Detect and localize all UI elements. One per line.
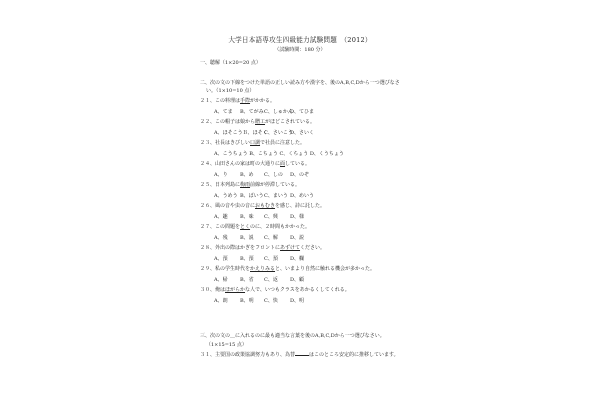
question-28 [200,245,325,251]
answer-option[interactable]: A、預 [214,256,228,262]
question-text: 前線が停滞している。 [250,182,301,188]
underlined-word: 贈工 [255,119,266,125]
answer-option[interactable]: A、朗 [214,298,228,304]
exam-time: （試験時間：180 分） [274,47,326,53]
underlined-word: 手際 [240,98,251,104]
question-text: と、いまより自然に触れる機会が多かった。 [275,266,376,272]
answer-option[interactable]: B、預 [240,256,254,262]
answer-option[interactable]: B、省 [240,277,254,283]
question-text: で社員に注意した。 [260,140,306,146]
answer-option[interactable]: B、め [240,172,254,178]
question-29 [200,266,375,272]
answer-option[interactable]: B、てがみ [240,109,264,115]
question-text: ２２、この帽子は娘から [200,119,256,125]
section1-heading: 一、聴解（1×20=20 点） [200,60,261,66]
question-31 [200,350,399,358]
section2-instruction-1: 二、次の文の下線をつけた単語の正しい読み方や漢字を、後のA,B,C,Dから一つ選びなさ [200,80,400,86]
answer-option[interactable]: A、ほそこうＢ、ほそく [214,130,268,136]
question-31-pre: ３１、主要国の政策協調努力もあり、為替 [200,352,296,358]
answer-option[interactable]: B、味 [240,214,254,220]
question-text: ２４、山田さんの家は町の大通りに [200,161,281,167]
answer-option[interactable]: A、てま [214,109,233,115]
answer-option[interactable]: C、快 [264,298,278,304]
question-text: している。 [285,161,311,167]
question-text: を感じ、詩に託した。 [275,203,326,209]
answer-option[interactable]: A、うめう [214,193,238,199]
question-31-post: はこのところ安定的に推移しています。 [309,352,399,358]
question-text: がほどこされている。 [265,119,316,125]
answer-option[interactable]: A、こうちょう B、こちょう C、くちょう D、くうちょう [214,151,344,157]
question-22 [200,119,315,125]
answer-option[interactable]: D、のぞ [290,172,310,178]
question-text: ２９、私の学生時代を [200,266,251,272]
question-30 [200,287,350,293]
underlined-word: あずけて [280,245,301,251]
question-26 [200,203,325,209]
question-text: ください。 [300,245,326,251]
answer-option[interactable]: C、興 [264,214,278,220]
question-24 [200,161,310,167]
question-text: ２７、この問題を [200,224,241,230]
question-text: ３０、俺は [200,287,226,293]
question-text: ２５、日本列島に [200,182,241,188]
answer-option[interactable]: D、欄 [290,256,305,262]
section3-instruction-1: 三、次の文の＿に入れるのに最も適当な言葉を後のA,B,C,Dから一つ選びなさい。 [200,333,385,339]
question-23 [200,140,305,146]
answer-option[interactable]: C、さいこう [264,130,293,136]
answer-option[interactable]: B、ばいう [240,193,264,199]
answer-option[interactable]: C、まいう [264,193,288,199]
answer-blank [295,350,309,356]
answer-option[interactable]: A、残 [214,235,228,241]
question-text: な人で、いつもクラスをあかるくしてくれる。 [245,287,350,293]
answer-option[interactable]: B、説 [240,235,254,241]
question-text: のに、２時間もかかった。 [250,224,311,230]
underlined-word: ほがらか [225,287,246,293]
answer-option[interactable]: D、明 [290,298,305,304]
question-text: ２８、外出の際はかぎをフロントに [200,245,281,251]
underlined-word: かえりみる [250,266,276,272]
exam-title: 大学日本語専攻生四級能力試験問題 （2012） [228,36,372,44]
underlined-word: 面 [280,161,286,167]
underlined-word: 梅雨 [240,182,251,188]
underlined-word: おもむき [255,203,276,209]
question-text: ２６、風の音や虫の音に [200,203,256,209]
underlined-word: 口調 [250,140,261,146]
answer-option[interactable]: A、趣 [214,214,228,220]
answer-option[interactable]: D、様 [290,214,305,220]
question-25 [200,182,300,188]
question-text: ２３、社長はきびしい [200,140,251,146]
answer-option[interactable]: D、めいう [290,193,315,199]
question-21 [200,98,275,104]
section3-instruction-2: （1×15=15 点） [206,342,247,348]
answer-option[interactable]: A、り [214,172,228,178]
section2-instruction-2: い。（1×10=10 点） [206,88,255,94]
answer-option[interactable]: D、説 [290,235,305,241]
answer-option[interactable]: D、てひま [290,109,315,115]
answer-option[interactable]: C、預 [264,256,278,262]
answer-option[interactable]: B、明 [240,298,254,304]
answer-option[interactable]: C、解 [264,235,278,241]
answer-option[interactable]: C、しゅかん [264,109,293,115]
answer-option[interactable]: D、顧 [290,277,305,283]
question-text: がかかる。 [250,98,276,104]
question-27 [200,224,310,230]
answer-option[interactable]: C、返 [264,277,278,283]
answer-option[interactable]: C、しの [264,172,283,178]
question-text: ２１、この料理は [200,98,241,104]
answer-option[interactable]: A、帰 [214,277,228,283]
underlined-word: とく [240,224,251,230]
answer-option[interactable]: D、さいく [290,130,315,136]
